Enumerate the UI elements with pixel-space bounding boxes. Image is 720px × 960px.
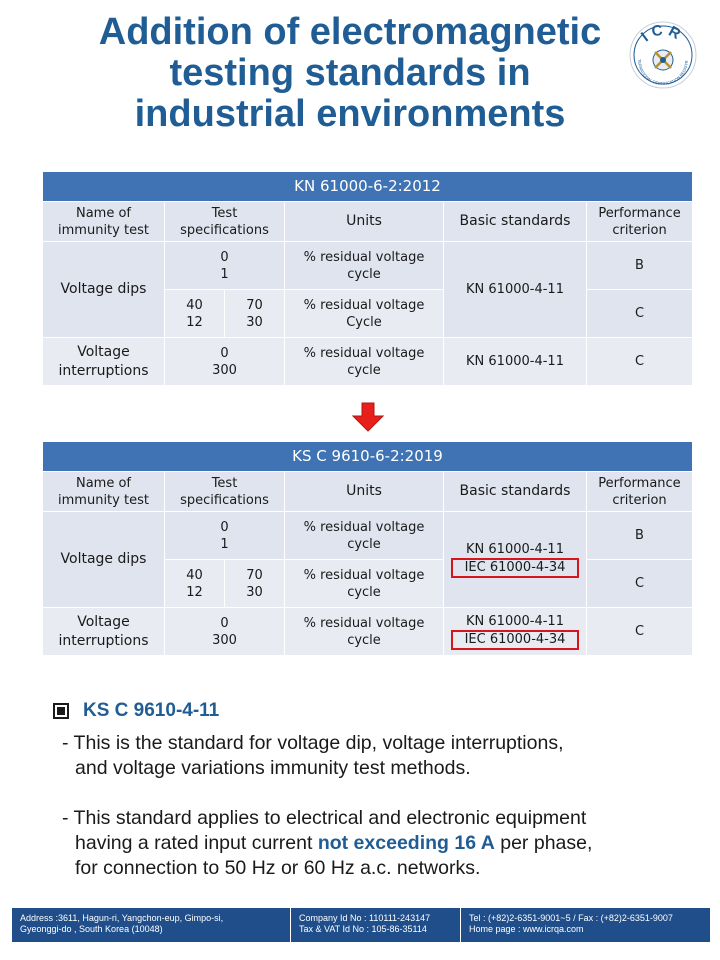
footer-address: Address :3611, Hagun-ri, Yangchon-eup, Gimpo-si, Gyeonggi-do , South Korea (10048) (20, 913, 224, 934)
footer-contact: Tel : (+82)2-6351-9001~5 / Fax : (+82)2-6351-9007 Home page : www.icrqa.com (460, 908, 710, 942)
logo-subtext: TERNATIONAL CERTIFICATION REGISTR (636, 59, 690, 87)
basic-standard-cell: KN 61000-4-11 IEC 61000-4-34 (444, 512, 587, 608)
spec-cell: 40 12 (165, 290, 225, 338)
page-title (40, 12, 660, 135)
table-row (43, 242, 693, 290)
criterion-cell: B (587, 242, 693, 290)
spec-cell: 40 12 (165, 560, 225, 608)
standard-table-old (42, 171, 693, 386)
spec-cell: 0 1 (165, 242, 285, 290)
test-name-voltage-interruptions: Voltage interruptions (43, 338, 165, 386)
criterion-cell: C (587, 560, 693, 608)
down-arrow-icon (352, 402, 384, 432)
table-row (43, 608, 693, 656)
table-row (43, 512, 693, 560)
criterion-cell: B (587, 512, 693, 560)
header-name: Name of immunity test (43, 472, 165, 512)
criterion-cell: C (587, 608, 693, 656)
square-bullet-icon (53, 703, 69, 719)
highlight-box: IEC 61000-4-34 (451, 630, 580, 650)
table-header-row (43, 202, 693, 242)
header-performance: Performance criterion (587, 472, 693, 512)
units-cell: % residual voltage cycle (285, 608, 444, 656)
standard-table-new (42, 441, 693, 656)
highlight-box: IEC 61000-4-34 (451, 558, 580, 578)
spec-cell: 70 30 (225, 560, 285, 608)
bullet-2-line-1: - This standard applies to electrical and electronic equipment (62, 807, 587, 829)
units-cell: % residual voltage cycle (285, 512, 444, 560)
criterion-cell: C (587, 290, 693, 338)
units-cell: % residual voltage cycle (285, 560, 444, 608)
header-name: Name of immunity test (43, 202, 165, 242)
title-line-2: testing standards in (169, 52, 531, 94)
basic-standard-cell: KN 61000-4-11 (444, 242, 587, 338)
units-cell: % residual voltage cycle (285, 242, 444, 290)
test-name-voltage-dips: Voltage dips (43, 512, 165, 608)
spec-cell: 0 300 (165, 608, 285, 656)
test-name-voltage-interruptions: Voltage interruptions (43, 608, 165, 656)
units-cell: % residual voltage cycle (285, 338, 444, 386)
section-heading-text: KS C 9610-4-11 (83, 700, 220, 721)
test-name-voltage-dips: Voltage dips (43, 242, 165, 338)
criterion-cell: C (587, 338, 693, 386)
units-cell: % residual voltage Cycle (285, 290, 444, 338)
bullet-2-line-2: having a rated input current not exceeding 16 A per phase, (75, 832, 593, 854)
header-basic: Basic standards (444, 472, 587, 512)
table-title: KS C 9610-6-2:2019 (43, 442, 693, 472)
logo-text: ICR (638, 21, 687, 46)
title-line-3: industrial environments (134, 93, 566, 135)
spec-cell: 0 300 (165, 338, 285, 386)
header-units: Units (285, 472, 444, 512)
table-row (43, 338, 693, 386)
header-performance: Performance criterion (587, 202, 693, 242)
bullet-1-line-1: - This is the standard for voltage dip, voltage interruptions, (62, 732, 564, 754)
highlight-text: not exceeding 16 A (317, 832, 495, 854)
footer (12, 908, 710, 942)
section-heading (53, 700, 219, 722)
basic-standard-cell: KN 61000-4-11 IEC 61000-4-34 (444, 608, 587, 656)
spec-cell: 70 30 (225, 290, 285, 338)
table-title: KN 61000-6-2:2012 (43, 172, 693, 202)
header-spec: Test specifications (165, 202, 285, 242)
header-basic: Basic standards (444, 202, 587, 242)
bullet-2-line-3: for connection to 50 Hz or 60 Hz a.c. networks. (75, 857, 481, 879)
header-units: Units (285, 202, 444, 242)
icr-logo (628, 20, 698, 90)
table-header-row (43, 472, 693, 512)
header-spec: Test specifications (165, 472, 285, 512)
spec-cell: 0 1 (165, 512, 285, 560)
basic-standard-cell: KN 61000-4-11 (444, 338, 587, 386)
description-bullets (62, 731, 712, 881)
footer-company: Company Id No : 110111-243147 Tax & VAT Id No : 105-86-35114 (290, 908, 460, 942)
bullet-1-line-2: and voltage variations immunity test methods. (75, 757, 471, 779)
title-line-1: Addition of electromagnetic (98, 11, 602, 53)
